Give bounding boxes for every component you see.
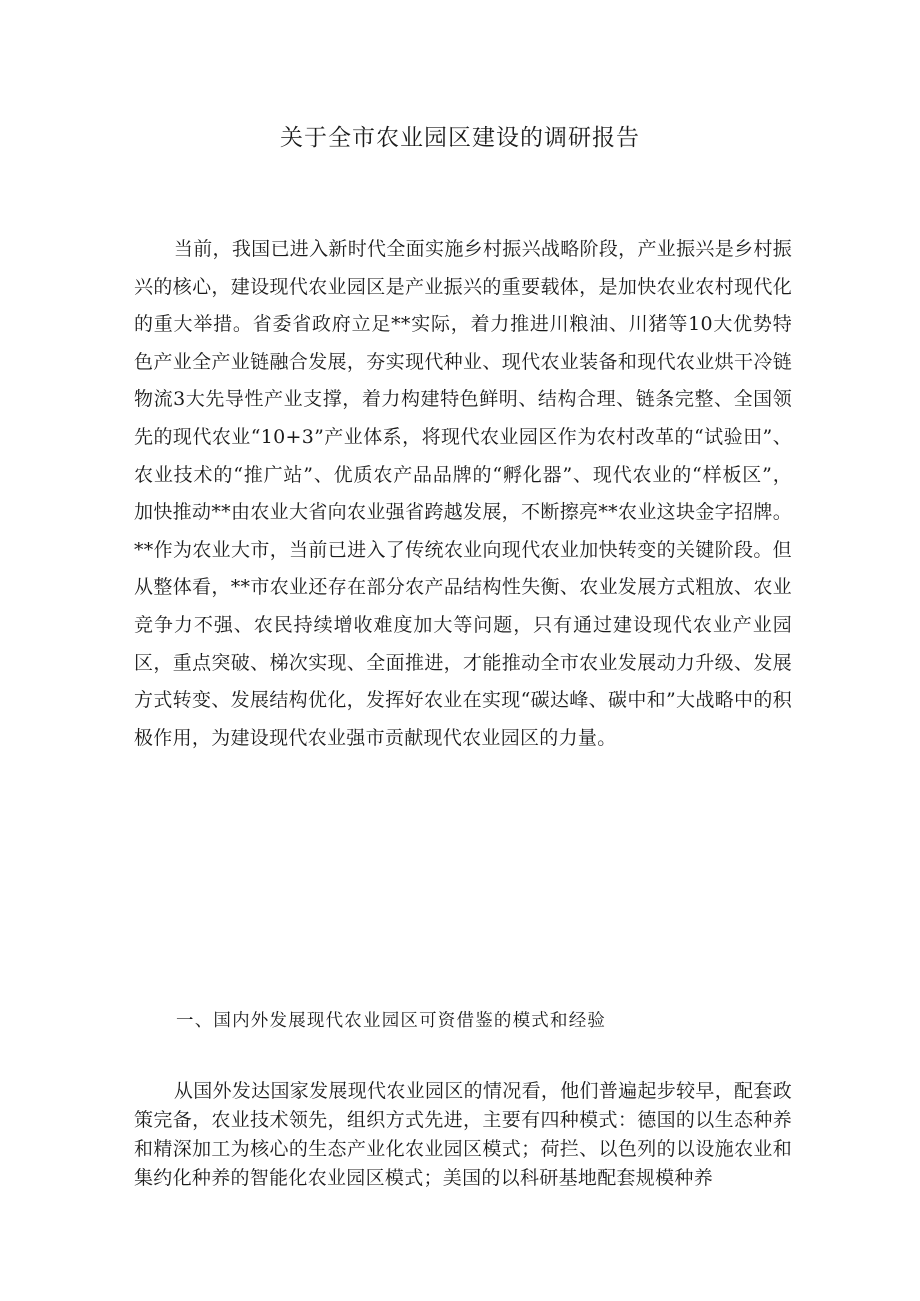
section-heading: 一、国内外发展现代农业园区可资借鉴的模式和经验 bbox=[176, 1011, 607, 1031]
section-paragraph: 从国外发达国家发展现代农业园区的情况看，他们普遍起步较早，配套政策完备，农业技术领先，组织方式先进，主要有四种模式：德国的以生态种养和精深加工为核心的生态产业化农业园区模式；荷拦、以色列的以设施农业和集约化种养的智能化农业园区模式；美国的以科研基地配套规模种养 bbox=[134, 1080, 792, 1189]
document-title: 关于全市农业园区建设的调研报告 bbox=[280, 125, 640, 151]
intro-paragraph: 当前，我国已进入新时代全面实施乡村振兴战略阶段，产业振兴是乡村振兴的核心，建设现代农业园区是产业振兴的重要载体，是加快农业农村现代化的重大举措。省委省政府立足**实际，着力推进川粮油、川猪等10大优势特色产业全产业链融合发展，夯实现代种业、现代农业装备和现代农业烘干冷链物流3大先导性产业支撑，着力构建特色鲜明、结构合理、链条完整、全国领先的现代农业“10+3”产业体系，将现代农业园区作为农村改革的“试验田”、农业技术的“推广站”、优质农产品品牌的“孵化器”、现代农业的“样板区”，加快推动**由农业大省向农业强省跨越发展，不断擦亮**农业这块金字招牌。**作为农业大市，当前已进入了传统农业向现代农业加快转变的关键阶段。但从整体看，**市农业还存在部分农产品结构性失衡、农业发展方式粗放、农业竞争力不强、农民持续增收难度加大等问题，只有通过建设现代农业产业园区，重点突破、梯次实现、全面推进，才能推动全市农业发展动力升级、发展方式转变、发展结构优化，发挥好农业在实现“碳达峰、碳中和”大战略中的积极作用，为建设现代农业强市贡献现代农业园区的力量。 bbox=[134, 238, 792, 749]
